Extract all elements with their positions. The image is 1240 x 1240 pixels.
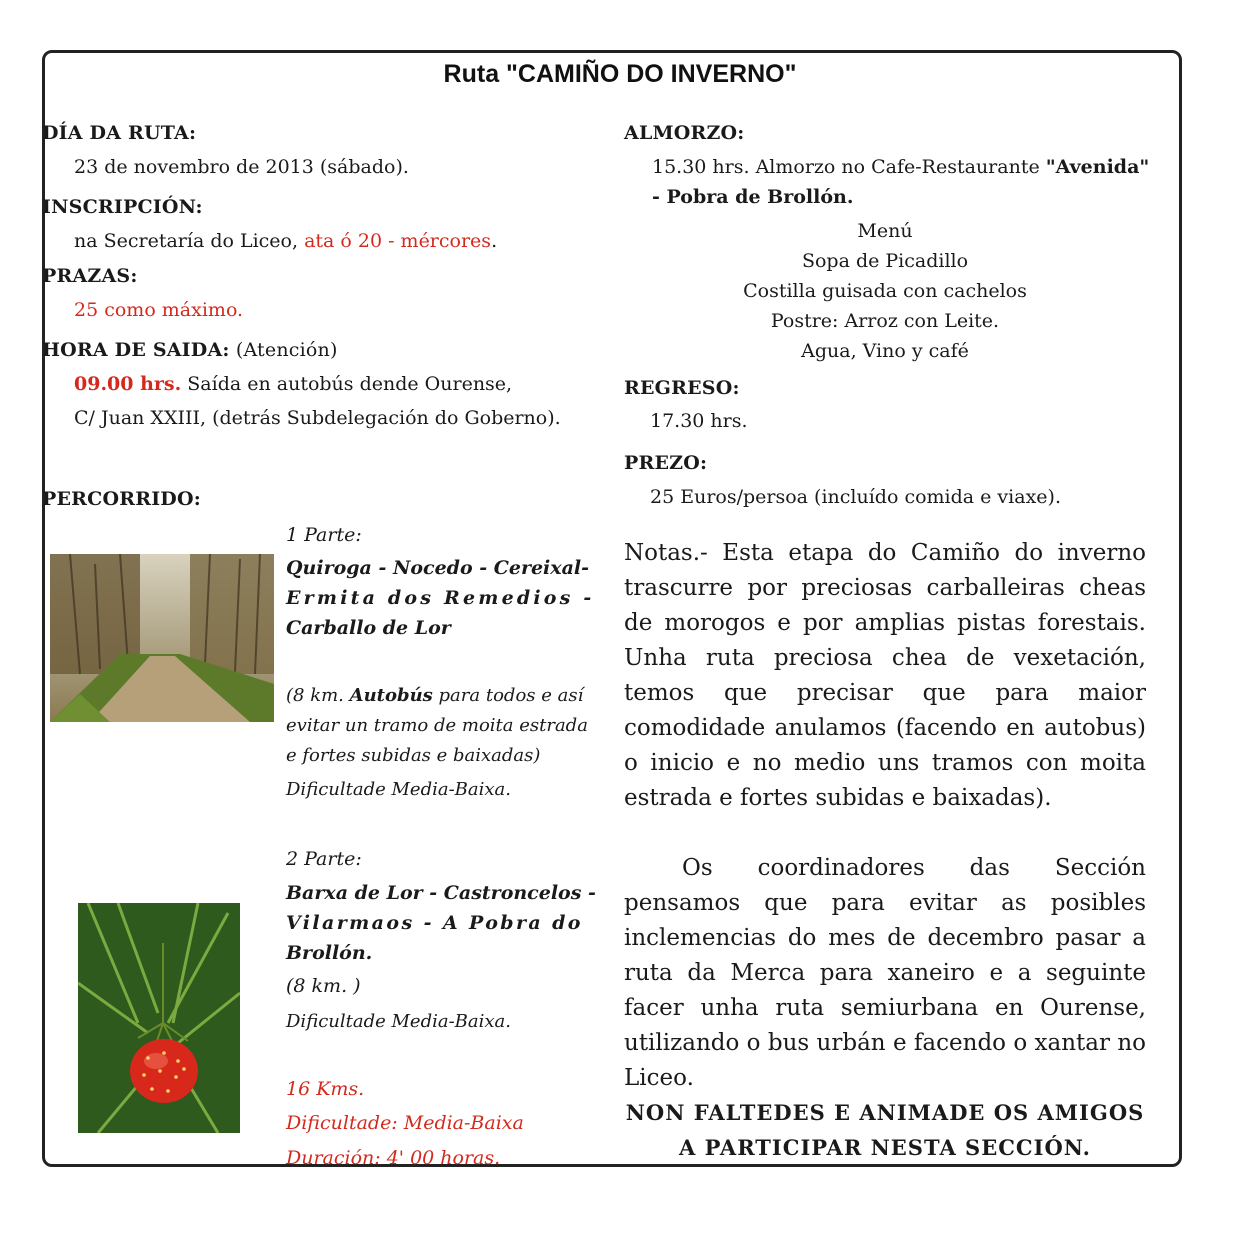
parte1-note-3: e fortes subidas e baixadas)	[286, 745, 541, 766]
total-dificultade: Dificultade: Media-Baixa	[286, 1112, 524, 1134]
parte1-note-2: evitar un tramo de moita estrada	[286, 715, 588, 736]
hora-value-2: C/ Juan XXIII, (detrás Subdelegación do Goberno).	[74, 407, 561, 429]
closing-line-2: A PARTICIPAR NESTA SECCIÓN.	[679, 1135, 1091, 1160]
forest-path-photo	[50, 554, 274, 722]
parte1-route-2: Ermita dos Remedios -	[286, 587, 595, 609]
dia-label: DÍA DA RUTA:	[42, 122, 197, 144]
total-kms: 16 Kms.	[286, 1078, 365, 1100]
hora-time: 09.00 hrs.	[74, 373, 182, 395]
hora-value: 09.00 hrs. Saída en autobús dende Ourense,	[74, 373, 513, 395]
closing-line-1: NON FALTEDES E ANIMADE OS AMIGOS	[625, 1100, 1145, 1125]
regreso-value: 17.30 hrs.	[650, 410, 748, 432]
almorzo-label: ALMORZO:	[624, 122, 745, 144]
notes-paragraph-1: Notas.- Esta etapa do Camiño do inverno trascurre por preciosas carballeiras cheas de morogos e por amplias pistas forestais. Unha ruta preciosa chea de vexetación, temos que precisar que para maior comodidade anulamos (facendo en autobus) o inicio e no medio uns tramos con moita estrada e fortes subidas e baixadas).	[624, 540, 1146, 811]
parte1-heading: 1 Parte:	[286, 524, 362, 546]
menu-item: Sopa de Picadillo	[801, 250, 969, 272]
parte2-heading: 2 Parte:	[286, 848, 362, 870]
menu-item: Postre: Arroz con Leite.	[770, 310, 1000, 332]
parte2-dificultade: Dificultade Media-Baixa.	[286, 1011, 511, 1032]
prezo-value: 25 Euros/persoa (incluído comida e viaxe).	[650, 486, 1061, 508]
parte2-route-2: Vilarmaos - A Pobra do	[286, 912, 583, 934]
hora-label: HORA DE SAIDA: (Atención)	[42, 339, 338, 361]
prazas-value: 25 como máximo.	[74, 299, 244, 321]
inscripcion-deadline: ata ó 20 - mércores	[304, 230, 492, 252]
menu-item: Agua, Vino y café	[801, 340, 969, 362]
dia-value: 23 de novembro de 2013 (sábado).	[74, 156, 409, 178]
regreso-label: REGRESO:	[624, 377, 740, 399]
prezo-label: PREZO:	[624, 452, 708, 474]
parte1-dificultade: Dificultade Media-Baixa.	[286, 779, 511, 800]
inscripcion-value: na Secretaría do Liceo, ata ó 20 - mércores.	[74, 230, 498, 252]
menu-title: Menú	[857, 220, 913, 242]
notes-paragraph-2: Os coordinadores das Sección pensamos que para evitar as posibles inclemencias do mes de decembro pasar a ruta da Merca para xaneiro e a seguinte facer unha ruta semiurbana en Ourense, utilizando o bus urbán e facendo o xantar no Liceo.	[624, 855, 1146, 1091]
parte1-note-1: (8 km. Autobús para todos e así	[286, 685, 584, 706]
parte2-km: (8 km. )	[286, 975, 361, 997]
inscripcion-label: INSCRIPCIÓN:	[42, 196, 203, 218]
percorrido-label: PERCORRIDO:	[42, 488, 201, 510]
strawberry-photo	[78, 903, 240, 1133]
prazas-label: PRAZAS:	[42, 265, 138, 287]
total-duracion: Duración: 4' 00 horas.	[286, 1147, 501, 1169]
page-title: Ruta "CAMIÑO DO INVERNO"	[443, 60, 797, 88]
almorzo-line-1: 15.30 hrs. Almorzo no Cafe-Restaurante "Avenida"	[652, 156, 1150, 178]
parte1-route-3: Carballo de Lor	[286, 617, 451, 639]
parte2-route-1: Barxa de Lor - Castroncelos -	[286, 882, 596, 904]
parte2-route-3: Brollón.	[286, 942, 373, 964]
parte1-route-1: Quiroga - Nocedo - Cereixal-	[286, 557, 590, 579]
almorzo-line-2: - Pobra de Brollón.	[652, 186, 854, 208]
menu-item: Costilla guisada con cachelos	[743, 280, 1027, 302]
